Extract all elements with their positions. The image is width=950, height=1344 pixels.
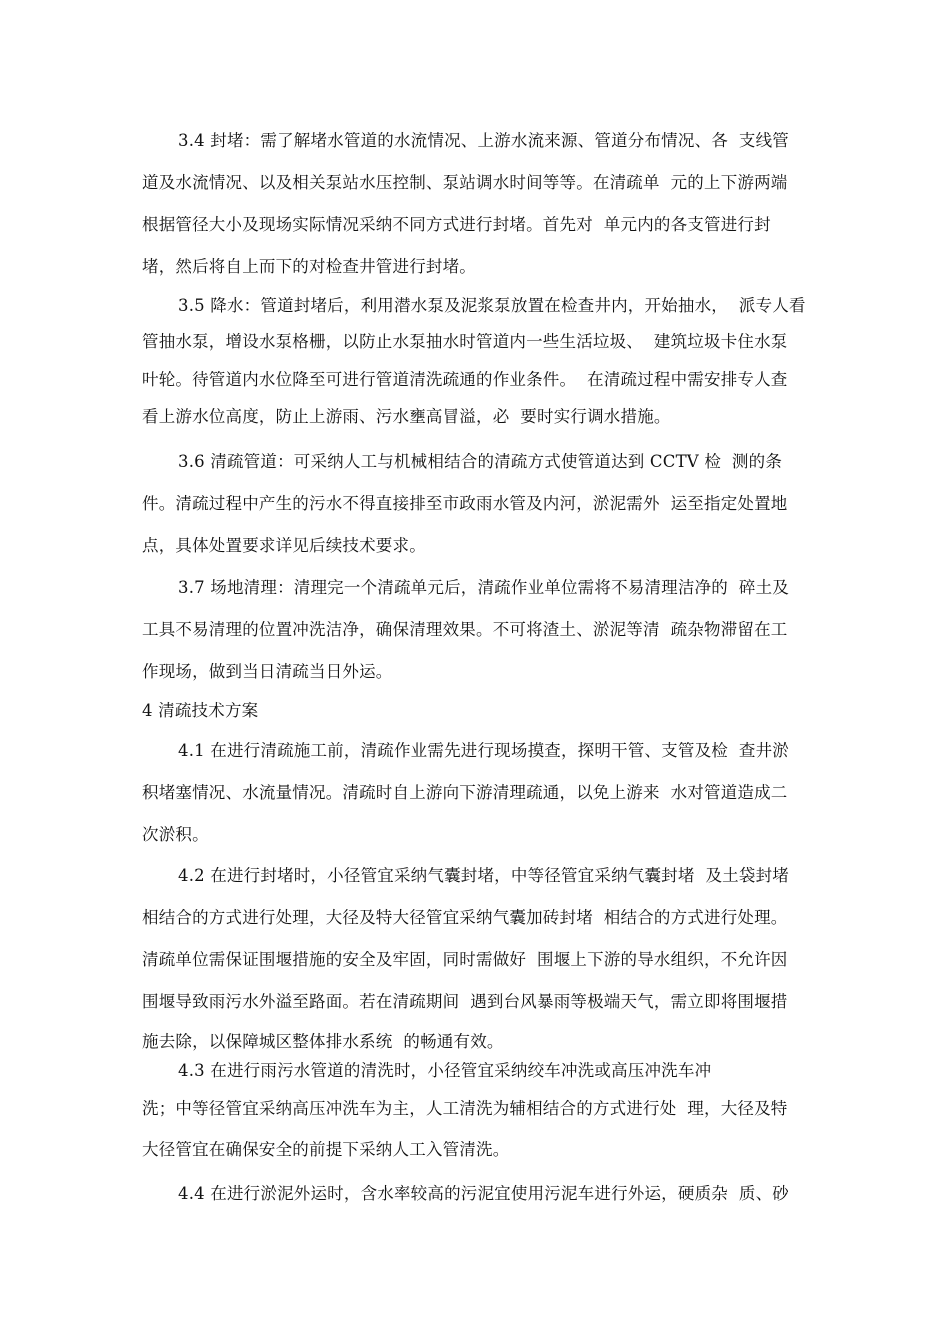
paragraph-3-6-line-2: 件。清疏过程中产生的污水不得直接排至市政雨水管及内河，淤泥需外 运至指定处置地 <box>142 494 788 513</box>
paragraph-4-3-line-3: 大径管宜在确保安全的前提下采纳人工入管清洗。 <box>142 1140 510 1159</box>
paragraph-4-2-line-5: 施去除，以保障城区整体排水系统 的畅通有效。 <box>142 1032 504 1051</box>
paragraph-4-2-line-1: 4.2 在进行封堵时，小径管宜采纳气囊封堵，中等径管宜采纳气囊封堵 及土袋封堵 <box>178 866 789 885</box>
paragraph-3-5-line-4: 看上游水位高度，防止上游雨、污水壅高冒溢，必 要时实行调水措施。 <box>142 407 671 426</box>
paragraph-3-5-line-2: 管抽水泵，增设水泵格栅，以防止水泵抽水时管道内一些生活垃圾、 建筑垃圾卡住水泵 <box>142 332 788 351</box>
paragraph-3-7-line-1: 3.7 场地清理：清理完一个清疏单元后，清疏作业单位需将不易清理洁净的 碎土及 <box>178 578 789 597</box>
paragraph-3-6-line-3: 点，具体处置要求详见后续技术要求。 <box>142 536 426 555</box>
paragraph-3-5-line-3: 叶轮。待管道内水位降至可进行管道清洗疏通的作业条件。 在清疏过程中需安排专人查 <box>142 370 788 389</box>
paragraph-4-1-line-1: 4.1 在进行清疏施工前，清疏作业需先进行现场摸查，探明干管、支管及检 查井淤 <box>178 741 789 760</box>
paragraph-4-1-line-2: 积堵塞情况、水流量情况。清疏时自上游向下游清理疏通，以免上游来 水对管道造成二 <box>142 783 788 802</box>
paragraph-4-2-line-4: 围堰导致雨污水外溢至路面。若在清疏期间 遇到台风暴雨等极端天气，需立即将围堰措 <box>142 992 788 1011</box>
paragraph-4-4-line-1: 4.4 在进行淤泥外运时，含水率较高的污泥宜使用污泥车进行外运，硬质杂 质、砂 <box>178 1184 789 1203</box>
paragraph-3-4-line-3: 根据管径大小及现场实际情况采纳不同方式进行封堵。首先对 单元内的各支管进行封 <box>142 215 771 234</box>
paragraph-4-2-line-3: 清疏单位需保证围堰措施的安全及牢固，同时需做好 围堰上下游的导水组织，不允许因 <box>142 950 788 969</box>
paragraph-3-7-line-3: 作现场，做到当日清疏当日外运。 <box>142 662 393 681</box>
paragraph-4-3-line-1: 4.3 在进行雨污水管道的清洗时，小径管宜采纳绞车冲洗或高压冲洗车冲 <box>178 1061 712 1080</box>
paragraph-3-6-line-1: 3.6 清疏管道：可采纳人工与机械相结合的清疏方式使管道达到 CCTV 检 测的条 <box>178 452 783 471</box>
paragraph-3-5-line-1: 3.5 降水：管道封堵后，利用潜水泵及泥浆泵放置在检查井内，开始抽水， 派专人看 <box>178 296 806 315</box>
paragraph-4-1-line-3: 次淤积。 <box>142 825 209 844</box>
paragraph-4-2-line-2: 相结合的方式进行处理，大径及特大径管宜采纳气囊加砖封堵 相结合的方式进行处理。 <box>142 908 788 927</box>
paragraph-3-4-line-2: 道及水流情况、以及相关泵站水压控制、泵站调水时间等等。在清疏单 元的上下游两端 <box>142 173 788 192</box>
paragraph-3-4-line-1: 3.4 封堵：需了解堵水管道的水流情况、上游水流来源、管道分布情况、各 支线管 <box>178 131 789 150</box>
section-heading-4: 4 清疏技术方案 <box>142 701 259 720</box>
paragraph-3-4-line-4: 堵，然后将自上而下的对检查井管进行封堵。 <box>142 257 476 276</box>
paragraph-4-3-line-2: 洗；中等径管宜采纳高压冲洗车为主，人工清洗为辅相结合的方式进行处 理，大径及特 <box>142 1099 788 1118</box>
paragraph-3-7-line-2: 工具不易清理的位置冲洗洁净，确保清理效果。不可将渣土、淤泥等清 疏杂物滞留在工 <box>142 620 788 639</box>
